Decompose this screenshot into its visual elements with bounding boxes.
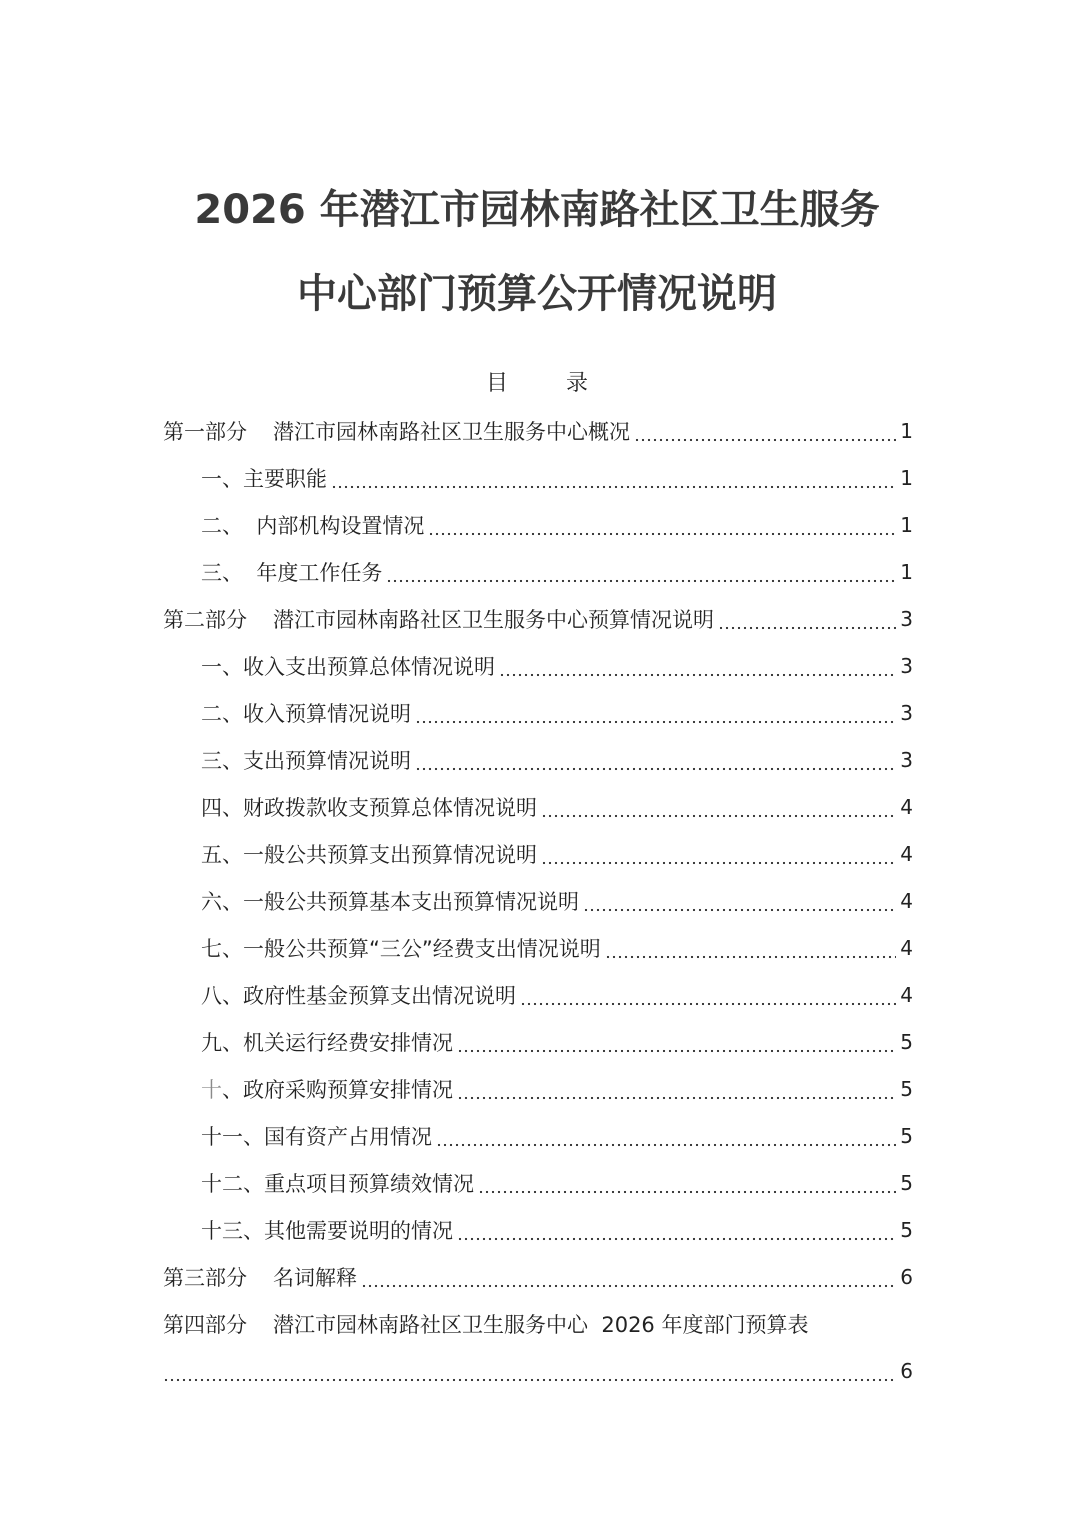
toc-page-number: 6: [900, 1264, 913, 1289]
toc-entry[interactable]: [163, 736, 913, 783]
table-of-contents: [163, 407, 913, 1394]
toc-entry[interactable]: [163, 642, 913, 689]
toc-page-number: 4: [900, 935, 913, 960]
dot-leader: [541, 797, 896, 819]
dot-leader: [436, 1126, 896, 1148]
dot-leader: [331, 468, 896, 490]
dot-leader: [541, 844, 896, 866]
toc-entry-title: 七、一般公共预算“三公”经费支出情况说明: [201, 936, 601, 961]
toc-heading: [0, 366, 1074, 397]
toc-entry-title: 二、 内部机构设置情况: [201, 513, 425, 538]
toc-entry[interactable]: [163, 924, 913, 971]
toc-page-number: 3: [900, 747, 913, 772]
toc-entry-title: 四、财政拨款收支预算总体情况说明: [201, 795, 537, 820]
toc-page-number: 3: [900, 606, 913, 631]
toc-entry-title: 六、一般公共预算基本支出预算情况说明: [201, 889, 579, 914]
toc-entry-title: 九、机关运行经费安排情况: [201, 1030, 453, 1055]
toc-entry-title: 名词解释: [273, 1265, 357, 1290]
dot-leader: [428, 515, 896, 537]
dot-leader: [415, 703, 896, 725]
toc-entry[interactable]: [163, 1206, 913, 1253]
toc-page-number: 1: [900, 512, 913, 537]
toc-entry-title: 一、主要职能: [201, 466, 327, 491]
toc-entry-part-label: 第一部分: [163, 419, 247, 444]
toc-entry-title: 二、收入预算情况说明: [201, 701, 411, 726]
toc-entry[interactable]: [163, 1159, 913, 1206]
toc-entry[interactable]: [163, 548, 913, 595]
dot-leader: [415, 750, 896, 772]
toc-heading-right: 录: [566, 371, 589, 396]
toc-entry-title: 十二、重点项目预算绩效情况: [201, 1171, 474, 1196]
toc-page-number: 5: [900, 1217, 913, 1242]
toc-entry-title: 潜江市园林南路社区卫生服务中心概况: [273, 419, 630, 444]
toc-page-number: 4: [900, 888, 913, 913]
toc-entry-part-3[interactable]: [163, 1253, 913, 1300]
toc-entry-part-label: 第四部分: [163, 1312, 247, 1337]
toc-page-number: 5: [900, 1123, 913, 1148]
dot-leader: [634, 421, 896, 443]
toc-entry-title: 十一、国有资产占用情况: [201, 1124, 432, 1149]
toc-entry-title: 、政府采购预算安排情况: [222, 1077, 453, 1102]
toc-entry[interactable]: [163, 830, 913, 877]
toc-entry-part-4[interactable]: [163, 1300, 913, 1347]
toc-entry[interactable]: [163, 783, 913, 830]
toc-entry-title: 潜江市园林南路社区卫生服务中心预算情况说明: [273, 607, 714, 632]
toc-entry-number: 十: [201, 1077, 222, 1102]
dot-leader: [605, 938, 897, 960]
toc-entry[interactable]: [163, 1018, 913, 1065]
toc-page-number: 3: [900, 700, 913, 725]
dot-leader: [457, 1220, 896, 1242]
dot-leader: [163, 1361, 896, 1383]
toc-page-number: 4: [900, 841, 913, 866]
toc-entry-title: 十三、其他需要说明的情况: [201, 1218, 453, 1243]
toc-page-number: 3: [900, 653, 913, 678]
toc-entry[interactable]: [163, 689, 913, 736]
toc-entry-title: 三、 年度工作任务: [201, 560, 383, 585]
toc-page-number: 5: [900, 1076, 913, 1101]
toc-entry-part-2[interactable]: [163, 595, 913, 642]
document-title-line-1: 2026 年潜江市园林南路社区卫生服务: [194, 187, 880, 233]
toc-page-number: 5: [900, 1170, 913, 1195]
toc-entry-part-label: 第二部分: [163, 607, 247, 632]
toc-heading-left: 目: [485, 371, 508, 396]
toc-entry-title: 三、支出预算情况说明: [201, 748, 411, 773]
dot-leader: [457, 1032, 896, 1054]
toc-entry-title: 一、收入支出预算总体情况说明: [201, 654, 495, 679]
toc-page-number: 4: [900, 794, 913, 819]
toc-page-number: 4: [900, 982, 913, 1007]
dot-leader: [499, 656, 896, 678]
dot-leader: [457, 1079, 896, 1101]
dot-leader: [520, 985, 896, 1007]
dot-leader: [361, 1267, 896, 1289]
toc-page-number: 6: [900, 1358, 913, 1383]
toc-entry-part-4-continuation[interactable]: [163, 1347, 913, 1394]
dot-leader: [718, 609, 896, 631]
toc-entry-title: 潜江市园林南路社区卫生服务中心 2026 年度部门预算表: [273, 1312, 809, 1337]
document-title-line-2: 中心部门预算公开情况说明: [297, 271, 777, 317]
toc-entry[interactable]: [163, 501, 913, 548]
toc-page-number: 1: [900, 418, 913, 443]
toc-entry[interactable]: [163, 877, 913, 924]
toc-entry-title: 八、政府性基金预算支出情况说明: [201, 983, 516, 1008]
toc-entry-part-1[interactable]: [163, 407, 913, 454]
dot-leader: [583, 891, 896, 913]
toc-entry-part-label: 第三部分: [163, 1265, 247, 1290]
toc-entry-title: 五、一般公共预算支出预算情况说明: [201, 842, 537, 867]
toc-page-number: 1: [900, 559, 913, 584]
toc-entry[interactable]: [163, 1065, 913, 1112]
toc-entry[interactable]: [163, 454, 913, 501]
dot-leader: [478, 1173, 896, 1195]
dot-leader: [386, 562, 896, 584]
toc-page-number: 5: [900, 1029, 913, 1054]
toc-page-number: 1: [900, 465, 913, 490]
toc-entry[interactable]: [163, 1112, 913, 1159]
toc-entry[interactable]: [163, 971, 913, 1018]
